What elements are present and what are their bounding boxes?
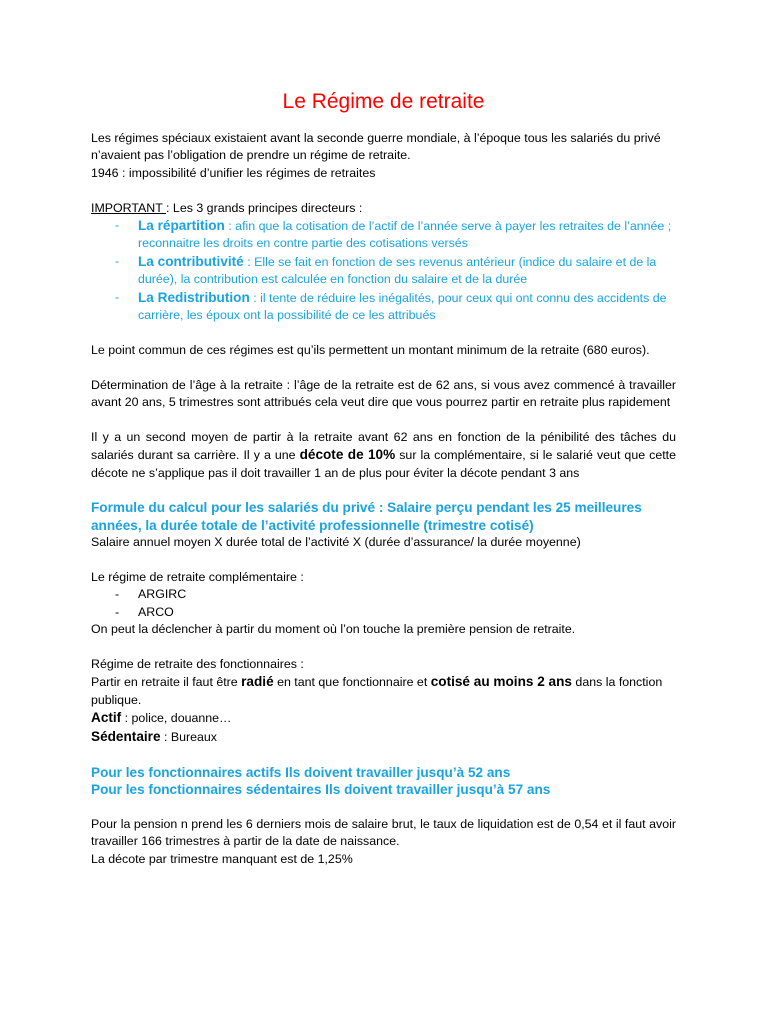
formula-heading: Formule du calcul pour les salariés du privé : Salaire perçu pendant les 25 meilleures années, la durée totale de l’activité professionnelle (trimestre cotisé) — [91, 500, 642, 533]
second-means-part1: Il y a un second moyen de partir à la retraite avant 62 ans en fonction de la pénibilité des tâches du salariés durant sa carrière. Il y a une — [91, 429, 676, 463]
sedentaires-age-line: Pour les fonctionnaires sédentaires Ils doivent travailler jusqu’à 57 ans — [91, 781, 551, 797]
civil-text-2: en tant que fonctionnaire et — [273, 675, 431, 690]
list-item-text: ARCO — [138, 604, 174, 619]
list-item — [91, 604, 676, 621]
principles-list — [91, 217, 676, 324]
age-paragraph: Détermination de l’âge à la retraite : l’âge de la retraite est de 62 ans, si vous avez commencé à travailler avant 20 ans, 5 trimestres sont attribués cela veut dire que vous pourrez partir en retraite plus rapidement — [91, 377, 676, 410]
important-label: IMPORTANT — [91, 200, 167, 215]
civil-servants-paragraph — [91, 673, 676, 709]
sedentaire-line — [91, 728, 676, 746]
principle-text: : afin que la cotisation de l’actif de l’année serve à payer les retraites de l’année ; reconnaitre les droits en contre partie des cotisations versés — [138, 219, 672, 251]
complementary-text: On peut la déclencher à partir du moment où l’on touche la première pension de retraite. — [91, 622, 576, 637]
dash-bullet: - — [115, 587, 120, 602]
civil-text-3: dans la fonction publique. — [91, 675, 663, 707]
actif-text: : police, douanne… — [121, 711, 232, 726]
principle-term: La Redistribution — [138, 289, 250, 305]
common-point-paragraph: Le point commun de ces régimes est qu’ils permettent un montant minimum de la retraite (680 euros). — [91, 342, 650, 357]
second-means-part2: sur la complémentaire, si le salarié veut que cette décote ne s’applique pas il doit travailler 1 an de plus pour éviter la décote pendant 3 ans — [91, 448, 676, 480]
actif-line — [91, 709, 676, 727]
dash-bullet: - — [115, 253, 120, 268]
intro-line-2: 1946 : impossibilité d’unifier les régimes de retraites — [91, 165, 376, 180]
cotise-highlight: cotisé au moins 2 ans — [430, 674, 572, 690]
important-heading — [91, 200, 676, 217]
civil-servants-heading: Régime de retraite des fonctionnaires : — [91, 657, 304, 672]
actifs-age-line: Pour les fonctionnaires actifs Ils doivent travailler jusqu’à 52 ans — [91, 764, 511, 780]
principle-text: : il tente de réduire les inégalités, pour ceux qui ont connu des accidents de carrière, les époux ont la possibilité de ce les attribués — [138, 290, 667, 323]
list-item — [91, 586, 676, 603]
decote-highlight: décote de 10% — [299, 447, 396, 463]
complementary-heading: Le régime de retraite complémentaire : — [91, 570, 304, 585]
dash-bullet: - — [115, 289, 120, 304]
radie-highlight: radié — [241, 674, 274, 690]
principle-text: : Elle se fait en fonction de ses revenus antérieur (indice du salaire et de la durée), la contribution est calculée en fonction du salaire et de la durée — [138, 254, 657, 287]
principle-term: La répartition — [138, 218, 225, 234]
second-means-paragraph — [91, 429, 676, 482]
list-item-text: ARGIRC — [138, 587, 187, 602]
principle-term: La contributivité — [138, 253, 244, 269]
sedentaire-text: : Bureaux — [160, 729, 217, 744]
page-title: Le Régime de retraite — [282, 90, 485, 113]
list-item — [91, 289, 676, 325]
intro-line-1: Les régimes spéciaux existaient avant la seconde guerre mondiale, à l’époque tous les salariés du privé n’avaient pas l’obligation de prendre un régime de retraite. — [91, 131, 661, 163]
list-item — [91, 253, 676, 289]
important-text: : Les 3 grands principes directeurs : — [166, 200, 363, 215]
pension-paragraph: Pour la pension n prend les 6 derniers mois de salaire brut, le taux de liquidation est de 0,54 et il faut avoir travailler 166 trimestres à partir de la date de naissance. — [91, 816, 676, 849]
dash-bullet: - — [115, 604, 120, 619]
formula-text: Salaire annuel moyen X durée total de l’activité X (durée d’assurance/ la durée moyenne) — [91, 535, 581, 550]
complementary-list — [91, 586, 676, 621]
list-item — [91, 217, 676, 253]
decote-paragraph: La décote par trimestre manquant est de 1,25% — [91, 851, 353, 866]
civil-text-1: Partir en retraite il faut être — [91, 675, 242, 690]
intro-paragraph — [91, 130, 676, 182]
dash-bullet: - — [115, 218, 120, 233]
sedentaire-label: Sédentaire — [91, 728, 161, 744]
actif-label: Actif — [91, 710, 122, 726]
